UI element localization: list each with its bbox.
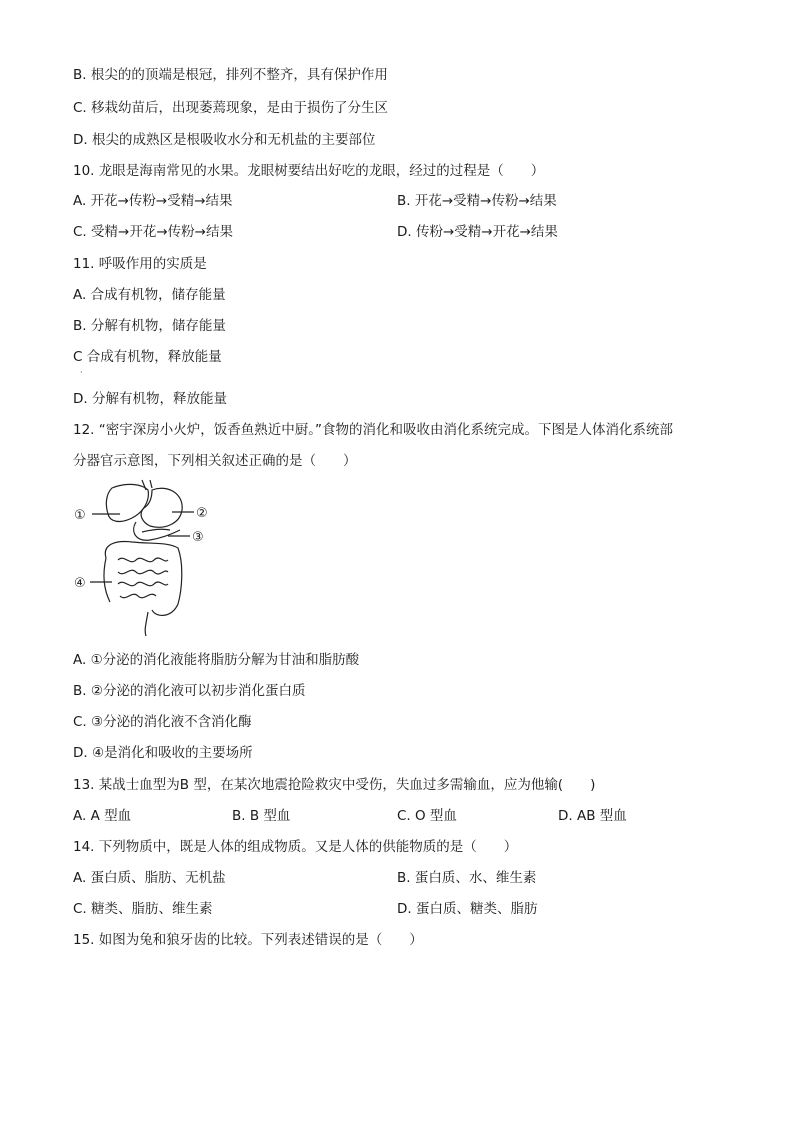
q9-option-d: D. 根尖的成熟区是根吸收水分和无机盐的主要部位 — [73, 132, 376, 148]
q11-option-c: C 合成有机物，释放能量 — [73, 349, 222, 365]
stomach-shape — [141, 488, 182, 527]
q13-option-c: C. O 型血 — [397, 808, 457, 824]
q11-option-d: D. 分解有机物，释放能量 — [73, 391, 227, 407]
q10-option-d: D. 传粉→受精→开花→结果 — [397, 224, 558, 240]
figure-label-4: ④ — [74, 576, 86, 591]
q12-stem-line1: 12. “密宇深房小火炉，饭香鱼熟近中厨。”食物的消化和吸收由消化系统完成。下图是人体消化系统部 — [73, 422, 673, 438]
q14-option-c: C. 糖类、脂肪、维生素 — [73, 901, 213, 917]
q12-option-c: C. ③分泌的消化液不含消化酶 — [73, 714, 252, 730]
digestive-system-diagram — [72, 478, 222, 638]
pancreas-shape — [142, 529, 170, 532]
q15-stem: 15. 如图为兔和狼牙齿的比较。下列表述错误的是（ ） — [73, 932, 423, 948]
q11-stem: 11. 呼吸作用的实质是 — [73, 256, 207, 272]
figure-label-3: ③ — [192, 530, 204, 545]
q11-option-b: B. 分解有机物，储存能量 — [73, 318, 226, 334]
stray-mark: · — [80, 368, 83, 377]
q10-stem: 10. 龙眼是海南常见的水果。龙眼树要结出好吃的龙眼，经过的过程是（ ） — [73, 163, 545, 179]
q13-option-b: B. B 型血 — [232, 808, 291, 824]
q14-option-b: B. 蛋白质、水、维生素 — [397, 870, 537, 886]
q12-option-d: D. ④是消化和吸收的主要场所 — [73, 745, 253, 761]
q13-option-a: A. A 型血 — [73, 808, 132, 824]
q10-option-c: C. 受精→开花→传粉→结果 — [73, 224, 233, 240]
q12-option-b: B. ②分泌的消化液可以初步消化蛋白质 — [73, 683, 306, 699]
q14-option-a: A. 蛋白质、脂肪、无机盐 — [73, 870, 226, 886]
q11-option-a: A. 合成有机物，储存能量 — [73, 287, 226, 303]
q9-option-b: B. 根尖的的顶端是根冠，排列不整齐，具有保护作用 — [73, 67, 388, 83]
q14-stem: 14. 下列物质中，既是人体的组成物质。又是人体的供能物质的是（ ） — [73, 839, 518, 855]
small-intestine-shape — [118, 558, 168, 598]
q13-stem: 13. 某战士血型为B 型，在某次地震抢险救灾中受伤，失血过多需输血，应为他输( ) — [73, 777, 596, 793]
figure-label-1: ① — [74, 508, 86, 523]
digestive-system-figure — [72, 478, 222, 638]
q12-option-a: A. ①分泌的消化液能将脂肪分解为甘油和脂肪酸 — [73, 652, 360, 668]
large-intestine-shape — [105, 542, 181, 616]
figure-label-2: ② — [196, 506, 208, 521]
q13-option-d: D. AB 型血 — [558, 808, 627, 824]
q9-option-c: C. 移栽幼苗后，出现萎蔫现象，是由于损伤了分生区 — [73, 100, 389, 116]
q10-option-b: B. 开花→受精→传粉→结果 — [397, 193, 557, 209]
rectum-shape — [145, 612, 148, 636]
q10-option-a: A. 开花→传粉→受精→结果 — [73, 193, 233, 209]
duodenum-shape — [134, 522, 180, 540]
liver-shape — [106, 484, 148, 521]
q14-option-d: D. 蛋白质、糖类、脂肪 — [397, 901, 538, 917]
q12-stem-line2: 分器官示意图，下列相关叙述正确的是（ ） — [73, 453, 357, 469]
